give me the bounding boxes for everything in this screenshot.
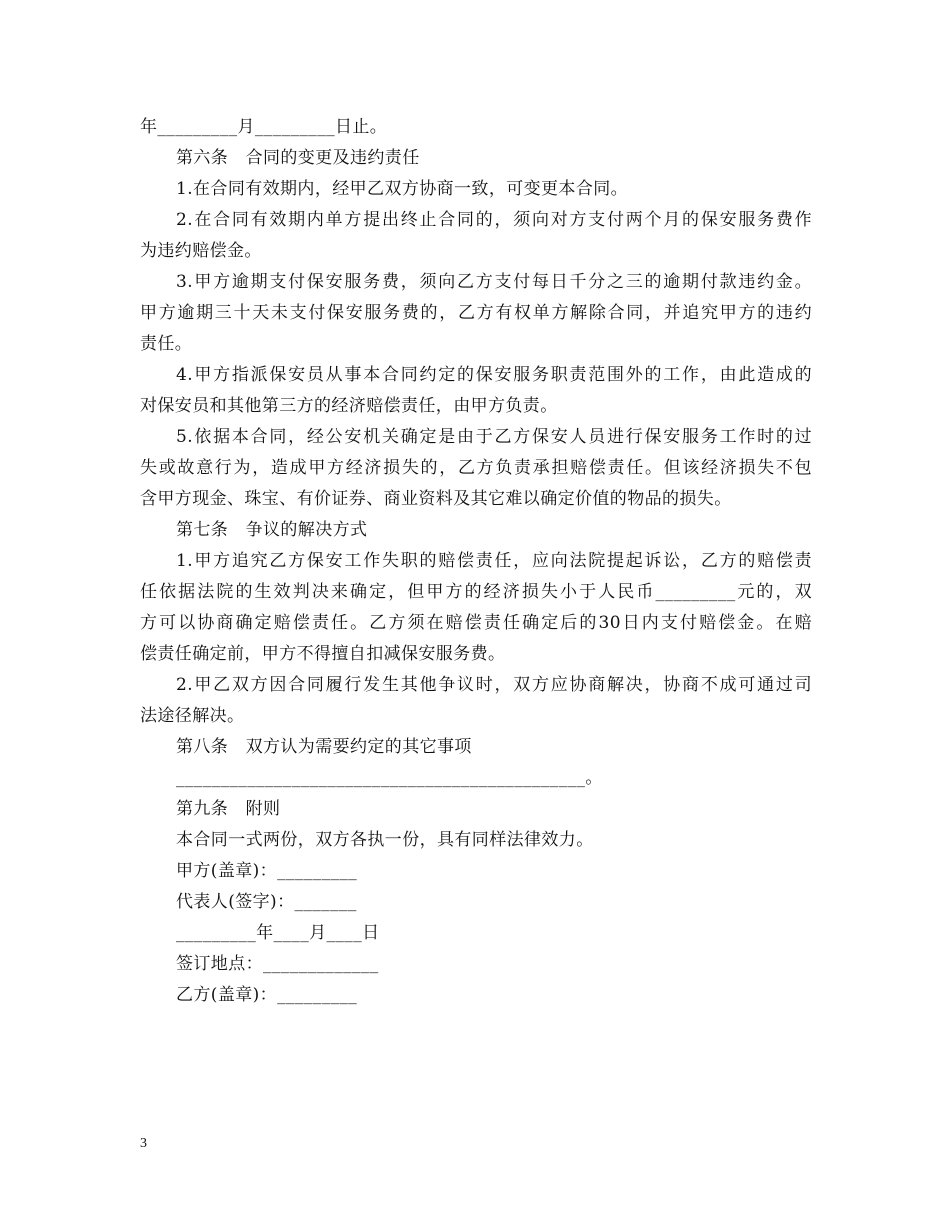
text-line: 第九条 附则 xyxy=(176,799,281,819)
text-line: 1.甲方追究乙方保安工作失职的赔偿责任，应向法院提起诉讼，乙方的赔偿责 xyxy=(176,551,812,571)
text-line: 偿责任确定前，甲方不得擅自扣减保安服务费。 xyxy=(140,644,506,664)
text-line: _________年____月____日 xyxy=(176,923,380,943)
document-body xyxy=(140,112,812,1011)
text-line: 第八条 双方认为需要约定的其它事项 xyxy=(176,737,472,757)
text-line: 第七条 争议的解决方式 xyxy=(176,520,368,540)
text-line: 2.在合同有效期内单方提出终止合同的，须向对方支付两个月的保安服务费作 xyxy=(176,210,812,230)
page-number: 3 xyxy=(140,1136,147,1151)
text-line: ______________________________________________。 xyxy=(176,768,603,788)
text-line: 任依据法院的生效判决来确定，但甲方的经济损失小于人民币_________元的，双 xyxy=(140,582,812,602)
text-line: 2.甲乙双方因合同履行发生其他争议时，双方应协商解决，协商不成可通过司 xyxy=(176,675,812,695)
text-line: 代表人(签字)：_______ xyxy=(176,892,357,912)
text-line: 本合同一式两份，双方各执一份，具有同样法律效力。 xyxy=(176,830,594,850)
text-line: 方可以协商确定赔偿责任。乙方须在赔偿责任确定后的30日内支付赔偿金。在赔 xyxy=(140,613,812,633)
text-line: 责任。 xyxy=(140,334,193,354)
text-line: 为违约赔偿金。 xyxy=(140,241,262,261)
text-line: 对保安员和其他第三方的经济赔偿责任，由甲方负责。 xyxy=(140,396,558,416)
text-line: 1.在合同有效期内，经甲乙双方协商一致，可变更本合同。 xyxy=(176,179,629,199)
text-line: 含甲方现金、珠宝、有价证券、商业资料及其它难以确定价值的物品的损失。 xyxy=(140,489,732,509)
text-line: 年_________月_________日止。 xyxy=(140,117,388,137)
text-line: 4.甲方指派保安员从事本合同约定的保安服务职责范围外的工作，由此造成的 xyxy=(176,365,812,385)
text-line: 3.甲方逾期支付保安服务费，须向乙方支付每日千分之三的逾期付款违约金。 xyxy=(176,272,812,292)
text-line: 失或故意行为，造成甲方经济损失的，乙方负责承担赔偿责任。但该经济损失不包 xyxy=(140,458,812,478)
text-line: 甲方逾期三十天未支付保安服务费的，乙方有权单方解除合同，并追究甲方的违约 xyxy=(140,303,812,323)
text-line: 法途径解决。 xyxy=(140,706,245,726)
text-line: 乙方(盖章)：_________ xyxy=(176,985,358,1005)
text-line: 第六条 合同的变更及违约责任 xyxy=(176,148,420,168)
text-line: 签订地点：_____________ xyxy=(176,954,379,974)
text-line: 甲方(盖章)：_________ xyxy=(176,861,358,881)
text-line: 5.依据本合同，经公安机关确定是由于乙方保安人员进行保安服务工作时的过 xyxy=(176,427,812,447)
